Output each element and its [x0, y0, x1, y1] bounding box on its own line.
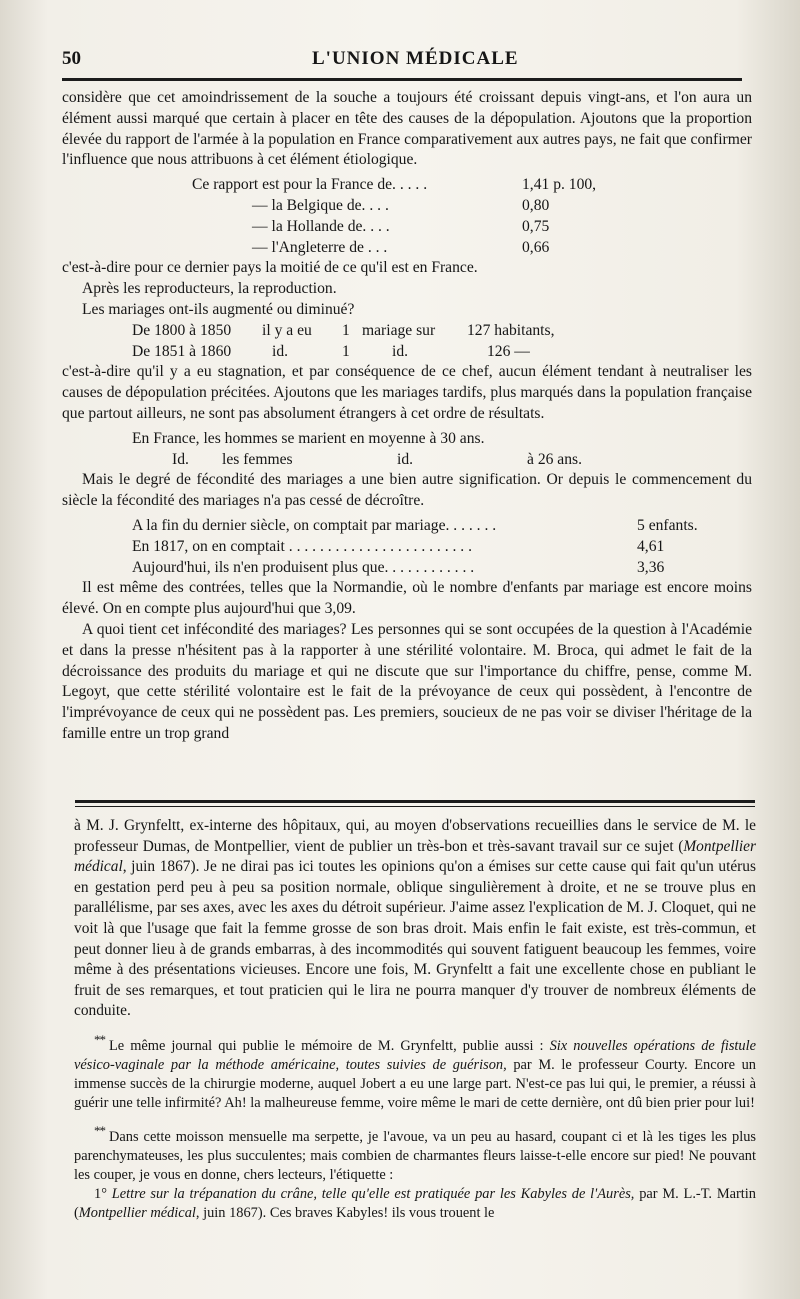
paragraph: Il est même des contrées, telles que la Normandie, où le nombre d'enfants par mariage est encore moins élevé. On en compte plus aujourd'hui que 3,09.	[62, 579, 752, 618]
children-table	[62, 516, 752, 578]
ratio-row: — l'Angleterre de . . . 0,66	[252, 238, 550, 256]
paragraph: Après les reproducteurs, la reproduction.	[82, 280, 337, 298]
paragraph: c'est-à-dire pour ce dernier pays la moitié de ce qu'il est en France.	[62, 259, 478, 277]
feuilleton	[74, 816, 756, 1223]
children-row: Aujourd'hui, ils n'en produisent plus que. . . . . . . . . . . . 3,36	[132, 558, 665, 576]
marriage-row: De 1851 à 1860 id. 1 id. 126 —	[132, 342, 530, 360]
paragraph: A quoi tient cet infécondité des mariages? Les personnes qui se sont occupées de la question à l'Académie et dans la presse n'hésitent pas à la rapporter à une stérilité volontaire. M. Broca, qui admet le fait de la décroissance des produits du mariage et qui ne discute que sur l'importance du chiffre, pense, comme M. Legoyt, que cette stérilité volontaire est le fait de la prévoyance de ceux qui possèdent, à l'encontre de l'imprévoyance de ceux qui ne possèdent pas. Les premiers, soucieux de ne pas voir se diviser l'héritage de la famille entre un trop grand	[62, 620, 752, 742]
paragraph: 1° Lettre sur la trépanation du crâne, telle qu'elle est pratiquée par les Kabyles de l'Aurès, par M. L.-T. Martin (Montpellier médical, juin 1867). Ces braves Kabyles! ils vous trouent le	[74, 1185, 756, 1221]
ratio-row: — la Belgique de. . . . 0,80	[252, 196, 550, 214]
ratio-table	[62, 175, 752, 258]
section-divider	[75, 806, 755, 807]
ratio-row: Ce rapport est pour la France de. . . . . 1,41 p. 100,	[192, 176, 597, 194]
paragraph: à M. J. Grynfeltt, ex-interne des hôpitaux, qui, au moyen d'observations recueillies dans le service de M. le professeur Dumas, de Montpellier, vient de publier un très-bon et très-savant travail sur ce sujet (Montpellier médical, juin 1867). Je ne dirai pas ici toutes les opinions qu'on a émises sur cette cause qui fait qu'un utérus en gestation perd peu à peu sa position normale, oblique singulièrement à droite, et ne se trouve plus en parallélisme, par ses axes, avec les axes du détroit supérieur. J'aime assez l'explication de M. J. Cloquet, qui ne voit là que l'usage que fait la femme grosse de son bras droit. Mais enfin le fait existe, est très-commun, et peut donner lieu à de grands embarras, à des incommodités qui souvent fatiguent beaucoup les femmes, voire même à des présentations vicieuses. Encore une fois, M. Grynfeltt a fait une excellente chose en publiant le fruit de ses remarques, et tout praticien qui le lira ne pourra manquer d'y trouver de nombreux éléments de conduite.	[74, 817, 756, 1020]
marriage-row: De 1800 à 1850 il y a eu 1 mariage sur 127 habitants,	[132, 321, 555, 339]
paragraph: c'est-à-dire qu'il y a eu stagnation, et par conséquence de ce chef, aucun élément tendant à neutraliser les causes de dépopulation précitées. Ajoutons que les mariages tardifs, plus marqués dans la population française que partout ailleurs, ne sont pas absolument étrangers à cet ordre de résultats.	[62, 363, 752, 422]
paragraph: ** Le même journal qui publie le mémoire de M. Grynfeltt, publie aussi : Six nouvelles opérations de fistule vésico-vaginale par la méthode américaine, toutes suivies de guérison, par M. le professeur Courty. Encore un immense succès de la chirurgie moderne, auquel Jobert a eu une large part. N'est-ce pas lui qui, le premier, a réussi à guérir une telle infirmité? Ah! la malheureuse femme, voire même le mari de cette dernière, ont dû bien prier pour lui!	[74, 1031, 756, 1111]
children-row: A la fin du dernier siècle, on comptait par mariage. . . . . . . 5 enfants.	[132, 516, 698, 534]
ratio-row: — la Hollande de. . . . 0,75	[252, 217, 550, 235]
asterism: **	[94, 1031, 105, 1047]
marriage-age-table	[62, 429, 752, 471]
paragraph: considère que cet amoindrissement de la souche a toujours été croissant depuis vingt-ans, et l'on aura un élément aussi marqué que certain à placer en tête des causes de la dépopulation. Ajoutons que la proportion élevée du rapport de l'armée à la population en France comparativement aux autres pays, ne fait que confirmer l'influence que nous attribuons à cet élément étiologique.	[62, 89, 752, 169]
paragraph: Les mariages ont-ils augmenté ou diminué?	[82, 300, 355, 318]
age-row: En France, les hommes se marient en moyenne à 30 ans.	[132, 429, 485, 447]
header-rule	[62, 78, 742, 81]
page-header	[62, 46, 742, 76]
paragraph: ** Dans cette moisson mensuelle ma serpette, je l'avoue, va un peu au hasard, coupant ci et là les tiges les plus parenchymateuses, les plus succulentes; mais combien de charmantes fleurs laisse-t-elle encore sur pied! Ne pouvant les couper, je vous en donne, chers lecteurs, l'étiquette :	[74, 1122, 756, 1183]
paragraph: Mais le degré de fécondité des mariages a une bien autre signification. Or depuis le commencement du siècle la fécondité des mariages n'a pas cessé de décroître.	[62, 471, 752, 510]
main-article	[62, 88, 752, 745]
running-title: L'UNION MÉDICALE	[312, 48, 519, 69]
asterism: **	[94, 1122, 105, 1138]
page-number: 50	[62, 48, 81, 69]
age-row: Id. les femmes id. à 26 ans.	[172, 450, 582, 468]
section-divider	[75, 800, 755, 803]
marriage-table	[62, 321, 752, 363]
children-row: En 1817, on en comptait . . . . . . . . . . . . . . . . . . . . . . . . 4,61	[132, 537, 665, 555]
